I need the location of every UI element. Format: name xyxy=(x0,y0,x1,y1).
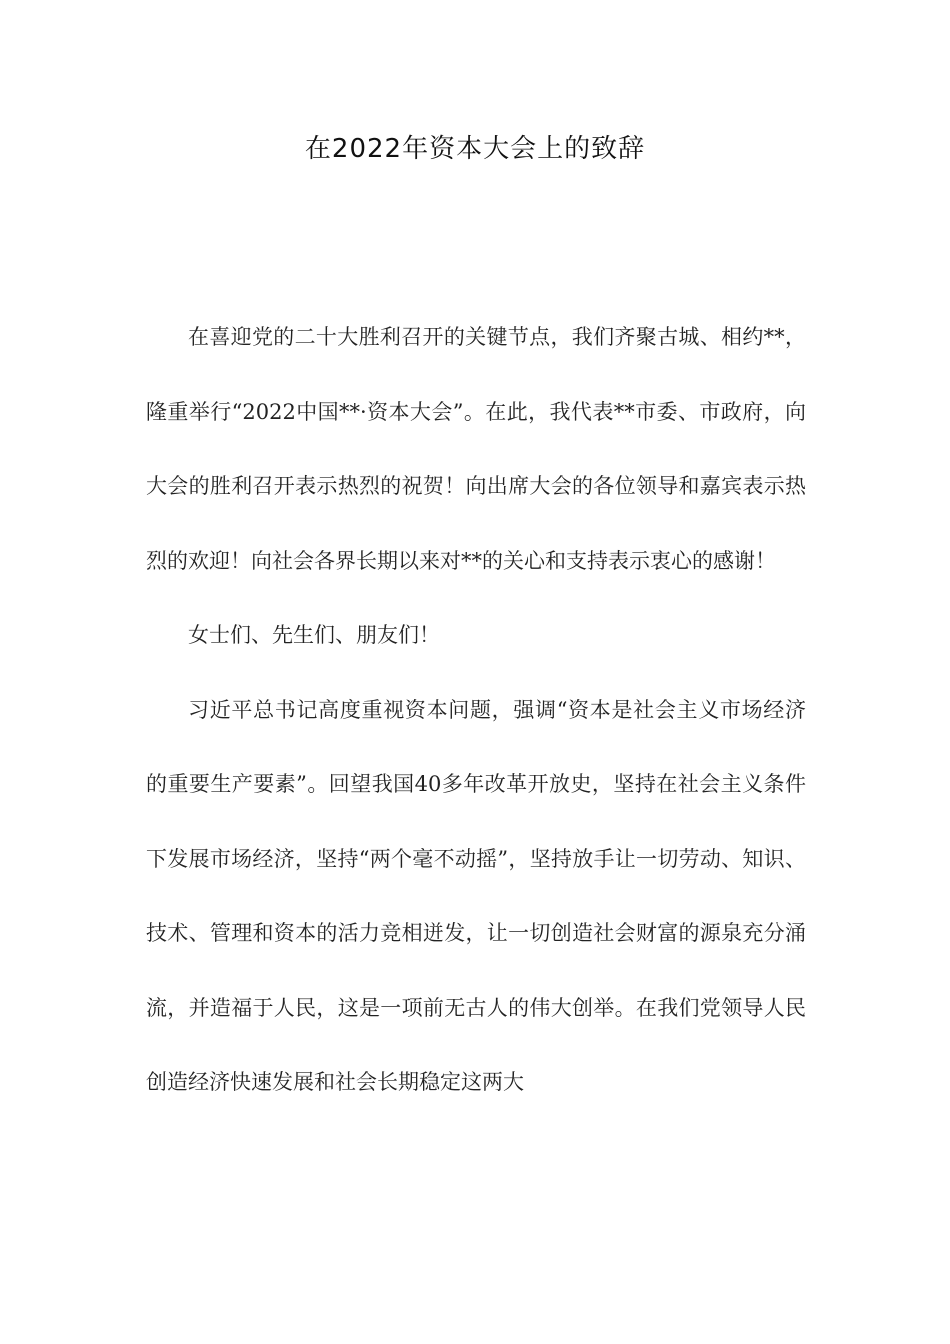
paragraph-opening: 在喜迎党的二十大胜利召开的关键节点，我们齐聚古城、相约**，隆重举行“2022中国**·资本大会”。在此，我代表**市委、市政府，向大会的胜利召开表示热烈的祝贺！向出席大会的各位领导和嘉宾表示热烈的欢迎！向社会各界长期以来对**的关心和支持表示衷心的感谢！ xyxy=(146,325,806,573)
paragraph-salutation: 女士们、先生们、朋友们！ xyxy=(188,623,440,647)
document-title: 在2022年资本大会上的致辞 xyxy=(304,134,646,164)
paragraph-main: 习近平总书记高度重视资本问题，强调“资本是社会主义市场经济的重要生产要素”。回望我国40多年改革开放史，坚持在社会主义条件下发展市场经济，坚持“两个毫不动摇”，坚持放手让一切劳动、知识、技术、管理和资本的活力竞相迸发，让一切创造社会财富的源泉充分涌流，并造福于人民，这是一项前无古人的伟大创举。在我们党领导人民创造经济快速发展和社会长期稳定这两大 xyxy=(146,697,806,1094)
document-body xyxy=(146,300,806,1120)
